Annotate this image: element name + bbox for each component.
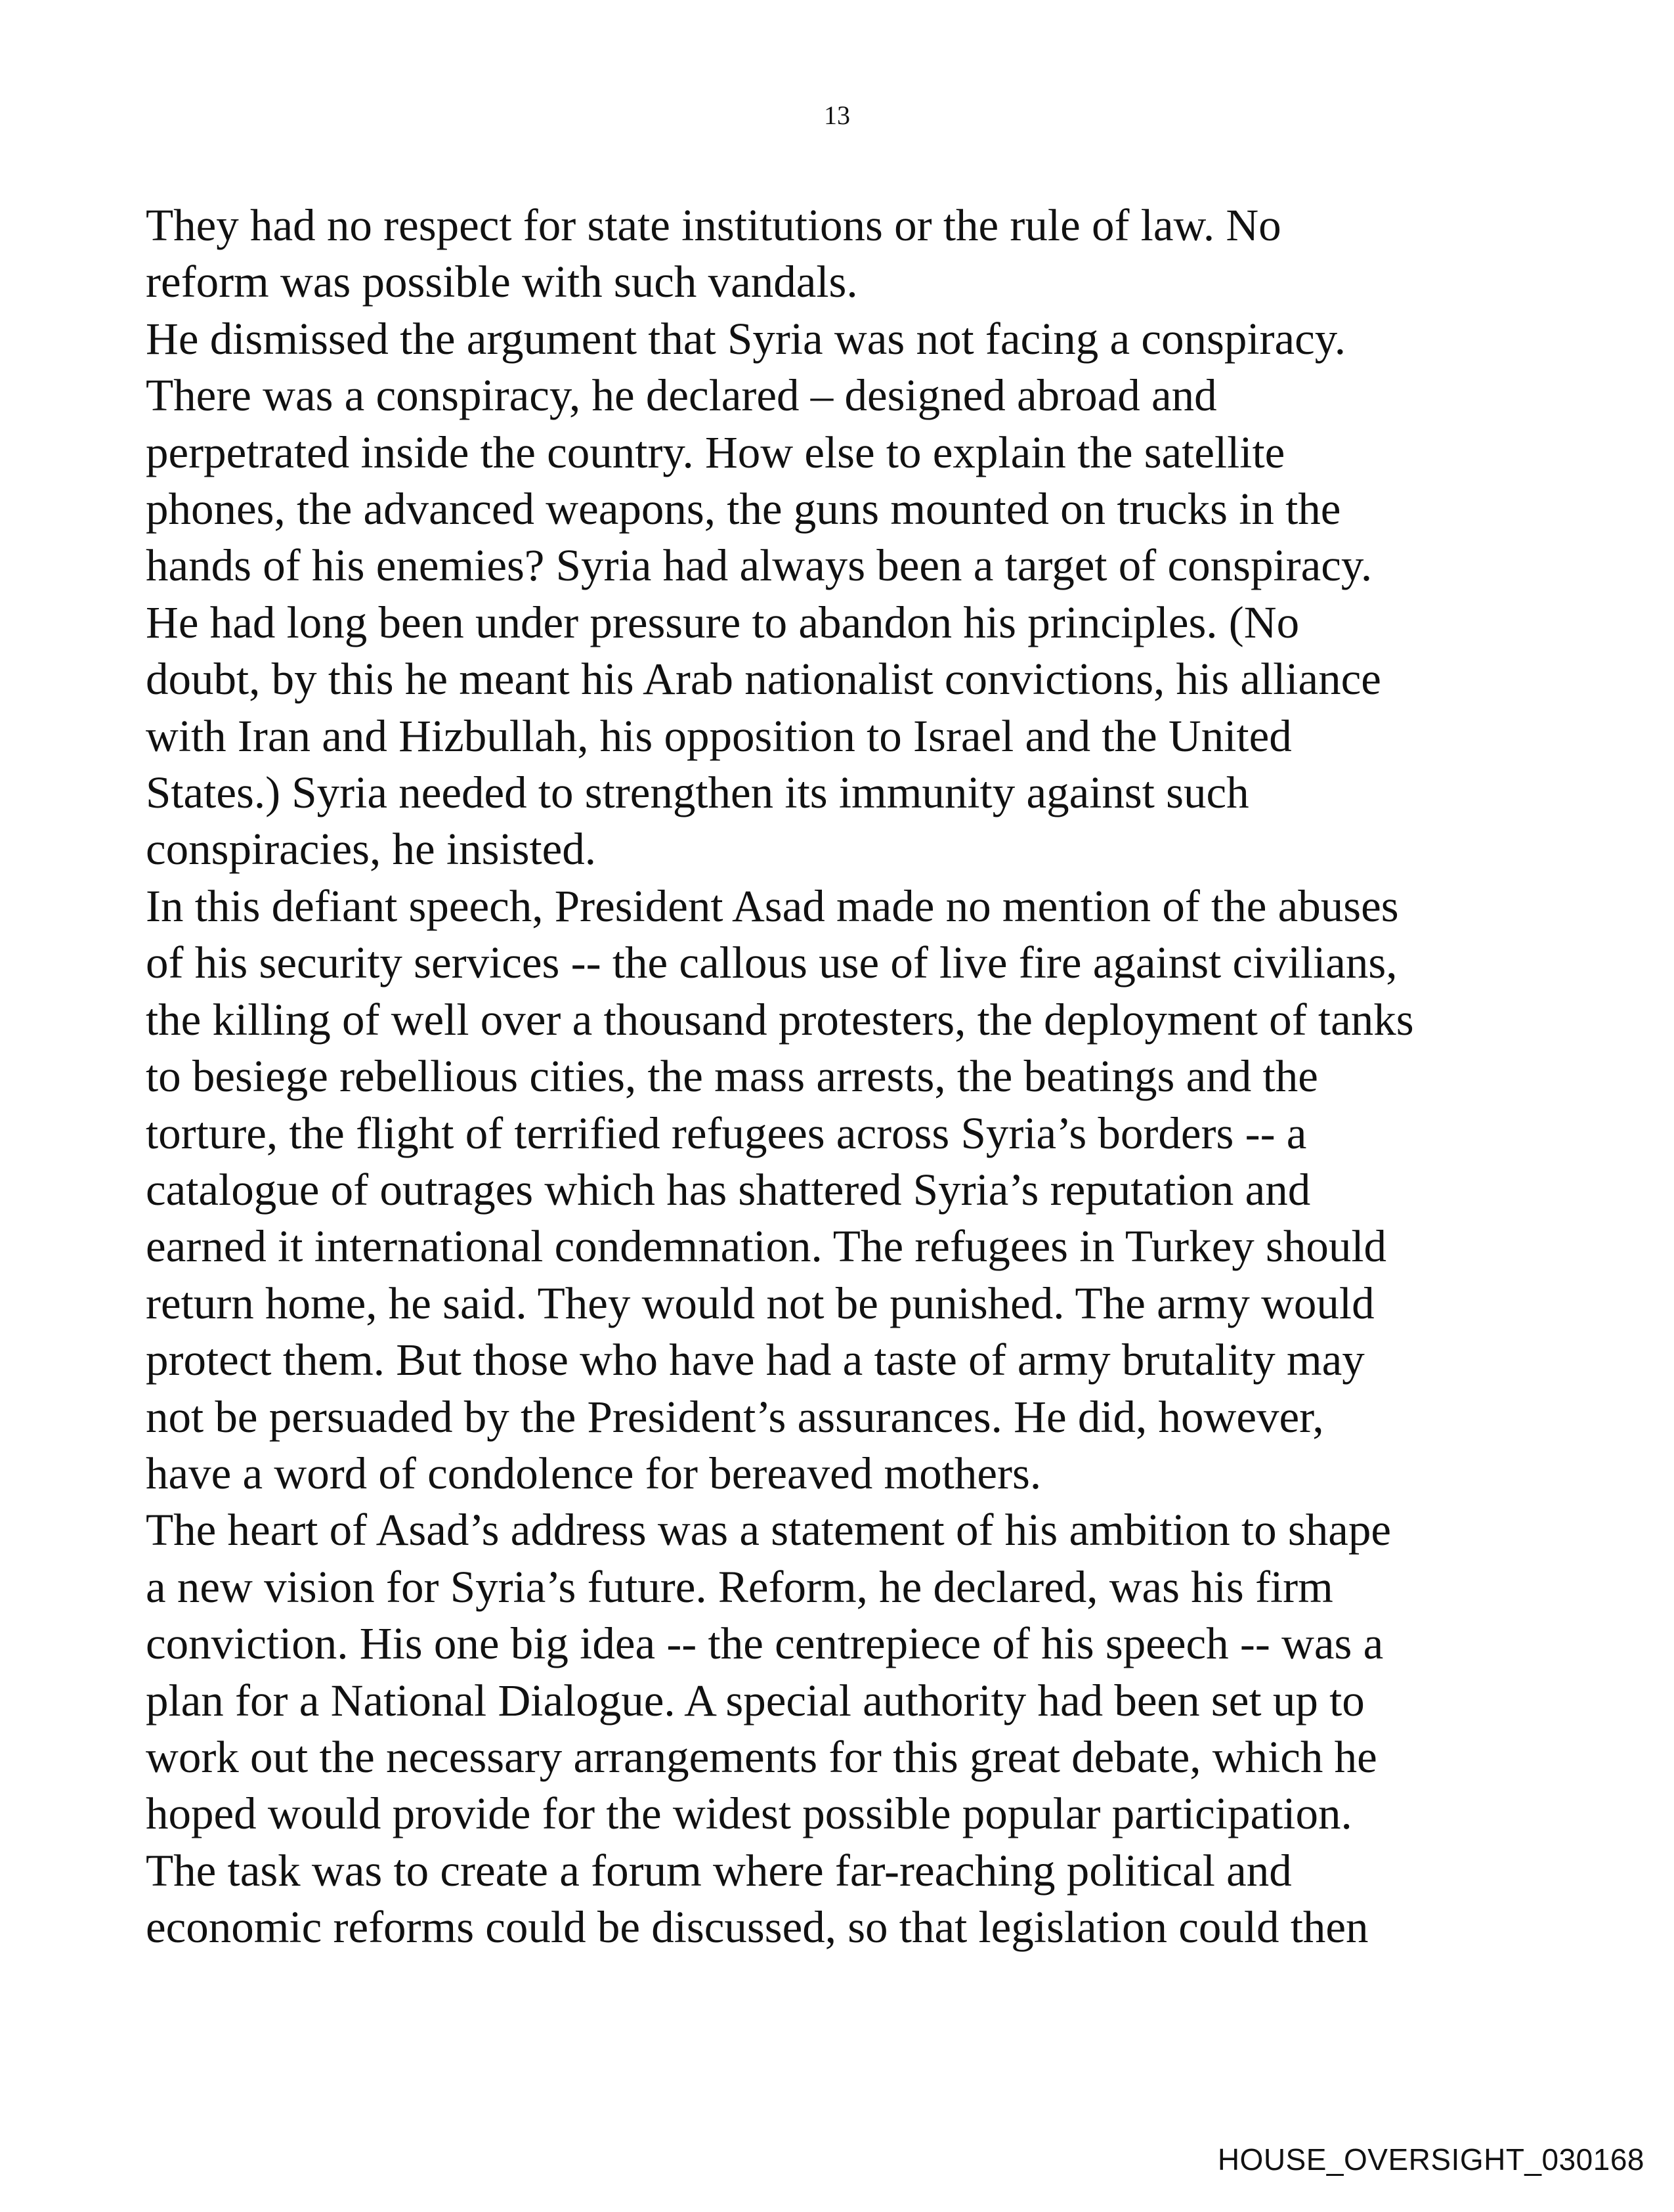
text-line: In this defiant speech, President Asad made no mention of the abuses	[146, 880, 1399, 931]
text-line: economic reforms could be discussed, so that legislation could then	[146, 1902, 1369, 1953]
text-line: There was a conspiracy, he declared – designed abroad and	[146, 370, 1217, 421]
text-line: with Iran and Hizbullah, his opposition to Israel and the United	[146, 710, 1292, 761]
text-line: conspiracies, he insisted.	[146, 824, 596, 875]
text-line: He dismissed the argument that Syria was not facing a conspiracy.	[146, 313, 1346, 364]
text-line: catalogue of outrages which has shattered Syria’s reputation and	[146, 1164, 1311, 1215]
text-line: a new vision for Syria’s future. Reform, he declared, was his firm	[146, 1561, 1333, 1612]
text-line: The heart of Asad’s address was a statement of his ambition to shape	[146, 1505, 1392, 1555]
text-line: plan for a National Dialogue. A special authority had been set up to	[146, 1675, 1365, 1725]
text-line: work out the necessary arrangements for this great debate, which he	[146, 1731, 1377, 1782]
text-line: return home, he said. They would not be punished. The army would	[146, 1278, 1375, 1328]
text-line: to besiege rebellious cities, the mass arrests, the beatings and the	[146, 1051, 1318, 1102]
text-line: of his security services -- the callous use of live fire against civilians,	[146, 938, 1398, 988]
text-line: conviction. His one big idea -- the centrepiece of his speech -- was a	[146, 1618, 1384, 1669]
text-line: hands of his enemies? Syria had always been a target of conspiracy.	[146, 540, 1373, 591]
document-id-footer: HOUSE_OVERSIGHT_030168	[1217, 2142, 1644, 2177]
body-text	[146, 197, 1557, 1956]
text-line: protect them. But those who have had a taste of army brutality may	[146, 1335, 1365, 1385]
text-line: perpetrated inside the country. How else to explain the satellite	[146, 427, 1285, 477]
text-line: phones, the advanced weapons, the guns mounted on trucks in the	[146, 484, 1341, 534]
text-line: earned it international condemnation. The refugees in Turkey should	[146, 1221, 1387, 1272]
text-line: States.) Syria needed to strengthen its immunity against such	[146, 768, 1249, 818]
page-number: 13	[824, 100, 850, 130]
text-line: have a word of condolence for bereaved mothers.	[146, 1448, 1042, 1498]
text-line: not be persuaded by the President’s assurances. He did, however,	[146, 1391, 1324, 1442]
text-line: The task was to create a forum where far-reaching political and	[146, 1845, 1292, 1896]
text-line: They had no respect for state institutions or the rule of law. No	[146, 200, 1281, 250]
text-line: hoped would provide for the widest possible popular participation.	[146, 1789, 1352, 1839]
text-line: torture, the flight of terrified refugees across Syria’s borders -- a	[146, 1108, 1307, 1158]
text-line: reform was possible with such vandals.	[146, 257, 858, 307]
text-line: the killing of well over a thousand protesters, the deployment of tanks	[146, 994, 1414, 1045]
text-line: doubt, by this he meant his Arab nationalist convictions, his alliance	[146, 654, 1381, 705]
text-line: He had long been under pressure to abandon his principles. (No	[146, 597, 1300, 647]
